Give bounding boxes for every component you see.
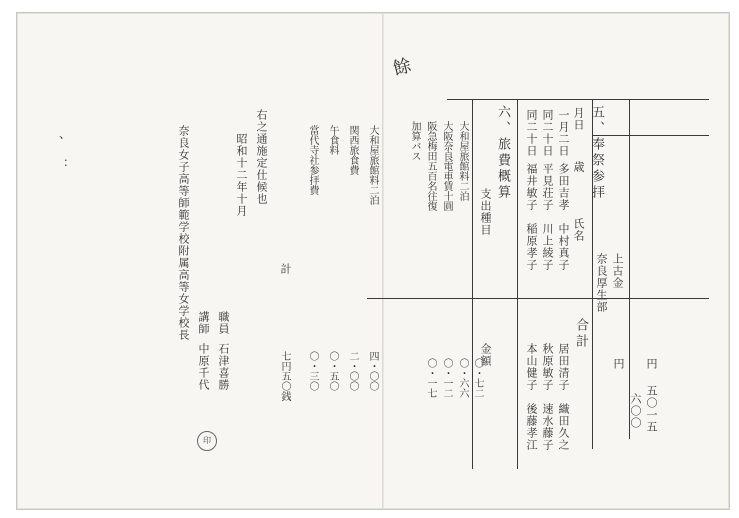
sub-item-amount: 〇・三〇 [307, 351, 318, 391]
sub-item-label: 午食料 [327, 125, 338, 155]
section5-row-people: 多田吉孝 中村真子 [557, 163, 570, 271]
section5-cost-label: 合計 [573, 318, 588, 350]
section5-col-name: 氏名 [572, 218, 585, 242]
section6-col-item: 支出種目 [479, 188, 492, 236]
form-rule-col2 [517, 99, 518, 469]
section5-row-people: 平見荘子 川上綾子 [541, 163, 554, 271]
section5-row-people: 福井敏子 稲原孝子 [525, 163, 538, 271]
sub-item-label: 関西旅食費 [347, 125, 358, 175]
section5-extra: 居田清子 織田久之 [557, 343, 570, 451]
section5-title: 五、奉祭参拝 [589, 105, 604, 201]
travel-item-label: 大阪奈良電車賃十圓 [441, 121, 452, 211]
upper-total-name: 奈良厚生部 [595, 253, 608, 313]
travel-item-label: 大和屋旅館料二泊 [457, 121, 468, 201]
upper-total-label: 上古金 [611, 253, 624, 289]
sub-item-amount: 二・〇〇 [347, 351, 358, 391]
leader-label: 職員 [217, 311, 230, 335]
school-name: 奈良女子高等師範学校附属高等女学校長 [177, 125, 190, 341]
section5-col-year: 歳 [572, 161, 585, 173]
page-fold [382, 13, 384, 509]
form-rule-upper [592, 135, 709, 136]
travel-item-label: 阪急梅田五百名往復 [425, 121, 436, 211]
yen-label: 円 [645, 358, 658, 370]
travel-item-amount: 〇・一二 [441, 358, 452, 398]
margin-mark: 、 [59, 127, 72, 141]
total-amount: 七円五〇銭 [279, 351, 290, 401]
section5-row-date: 一月二日 [557, 109, 570, 157]
personal-seal: 印 [197, 431, 217, 451]
teacher-label: 講師 [197, 311, 210, 335]
section5-row-date: 同二十日 [541, 109, 554, 157]
section6-title: 六、旅費概算 [495, 105, 510, 201]
margin-mark: ： [63, 155, 76, 169]
leader-name: 石津喜勝 [217, 343, 230, 391]
form-rule-col3 [472, 99, 473, 469]
sub-item-label: 大和屋旅館料二泊 [367, 125, 378, 205]
amount-value: 六〇〇 [629, 393, 642, 429]
teacher-name: 中原千代 [197, 343, 210, 391]
travel-item-amount: 〇・六六 [457, 358, 468, 398]
closing-date: 昭和十二年十月 [235, 133, 248, 217]
sub-item-amount: 〇・五〇 [327, 351, 338, 391]
travel-item-amount: 〇・七二 [472, 358, 483, 398]
sub-item-amount: 四・〇〇 [367, 351, 378, 391]
total-label: 計 [279, 263, 292, 275]
travel-item-label: 加算バス [409, 121, 420, 161]
sub-item-label: 當代寺社参拝費 [307, 125, 318, 195]
form-rule-col4 [629, 99, 630, 439]
form-rule-top [447, 99, 709, 100]
form-rule-mid [367, 298, 709, 299]
document-page [16, 12, 730, 510]
section5-col-date: 月日 [572, 107, 585, 131]
travel-item-amount: 〇・一七 [425, 358, 436, 398]
header-mark: 餘 [390, 54, 414, 80]
section5-row-date: 同二十日 [525, 109, 538, 157]
section6-col-amount: 金額 [479, 343, 492, 367]
section5-extra: 本山健子 後藤孝江 [525, 343, 538, 451]
closing-statement: 右之通施定仕候也 [255, 109, 268, 205]
yen-label: 円 [612, 358, 625, 370]
amount-value: 五〇一五 [645, 385, 658, 433]
section5-extra: 秋原敏子 速水藤子 [541, 343, 554, 451]
